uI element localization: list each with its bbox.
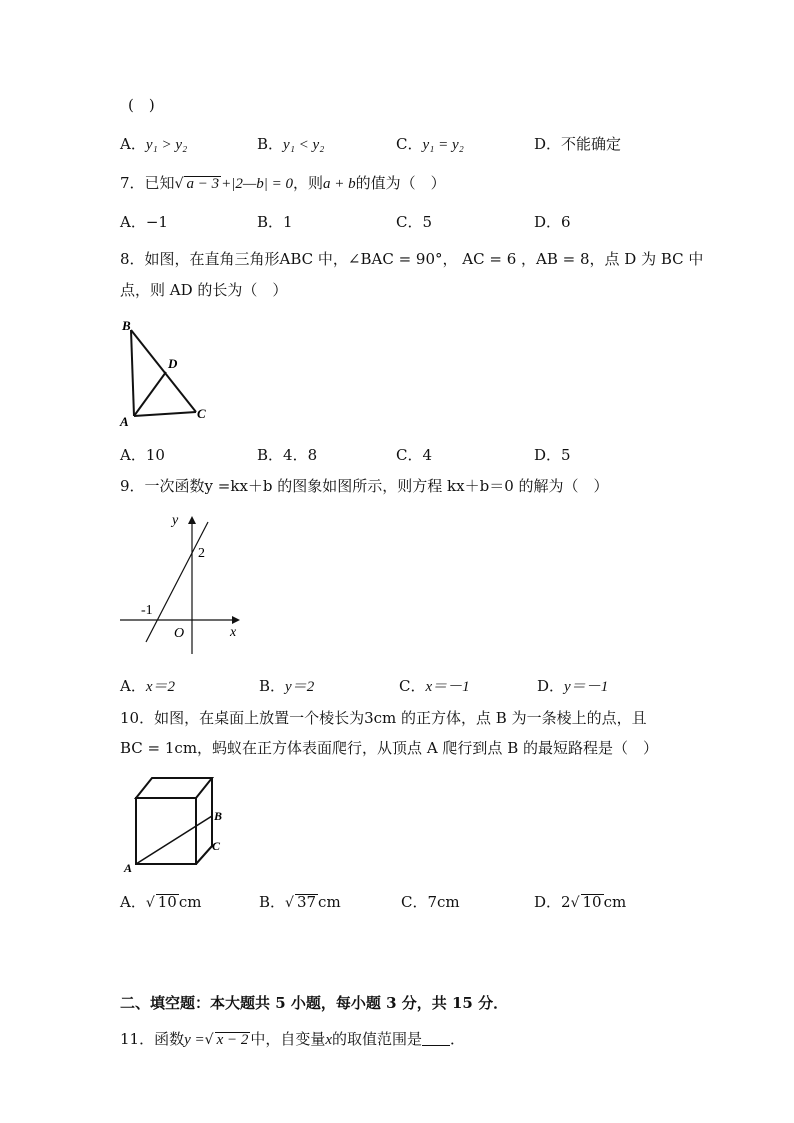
y-axis-label: y (172, 513, 179, 528)
x-axis-label: x (230, 625, 237, 640)
q6-option-c[interactable]: C．y₁ = y₂ (396, 135, 464, 153)
segment-ad (134, 372, 166, 416)
y-intercept-label: 2 (198, 546, 205, 561)
q6-option-d[interactable]: D．不能确定 (534, 135, 622, 153)
q10-stem-line1: 10．如图，在桌面上放置一个棱长为3cm 的正方体，点 B 为一条棱上的点，且 (120, 709, 647, 727)
q7-option-d[interactable]: D．6 (534, 213, 571, 231)
q9-option-d[interactable]: D．y＝－1 (537, 677, 609, 695)
function-line (146, 522, 208, 642)
q9-option-b[interactable]: B．y＝2 (259, 677, 315, 695)
section-heading: 二、填空题：本大题共 5 小题，每小题 3 分，共 15 分． (120, 994, 509, 1012)
answer-blank[interactable] (422, 1031, 450, 1046)
q9-option-c[interactable]: C．x＝－1 (399, 677, 470, 695)
q8-stem-line2: 点，则 AD 的长为（ ） (120, 281, 288, 299)
q9-option-a[interactable]: A．x＝2 (120, 677, 176, 695)
q9-stem: 9．一次函数y =kx＋b 的图象如图所示，则方程 kx＋b＝0 的解为（ ） (120, 477, 609, 495)
label-c: C (212, 839, 221, 853)
q8-stem-line1: 8．如图，在直角三角形ABC 中，∠BAC = 90°， AC = 6 ，AB = 8，点 D 为 BC 中 (120, 250, 704, 268)
q7-stem: 7．已知√ a − 3 +|2—b| = 0，则a + b的值为（ ） (120, 174, 446, 192)
q10-option-d[interactable]: D．2√ 10 cm (534, 893, 627, 911)
q6-option-b[interactable]: B．y₁ < y₂ (257, 135, 325, 153)
sqrt-sign: √ (285, 895, 294, 911)
edge-bc (131, 330, 196, 412)
path-a-b (136, 816, 212, 864)
sqrt-sign: √ (204, 1032, 214, 1048)
sqrt-sign: √ (570, 895, 580, 911)
origin-label: O (174, 626, 185, 641)
q7-option-a[interactable]: A．−1 (120, 213, 168, 231)
edge-ac (134, 412, 196, 416)
q7-radicand: a − 3 (186, 176, 220, 192)
q8-option-b[interactable]: B．4．8 (257, 446, 318, 464)
q11-stem: 11．函数y =√ x − 2 中，自变量x的取值范围是 ． (120, 1030, 466, 1048)
label-a: A (120, 414, 129, 428)
x-axis-arrow-icon (232, 616, 240, 624)
q9-linear-graph (116, 508, 246, 658)
q8-option-c[interactable]: C．4 (396, 446, 433, 464)
q8-option-d[interactable]: D．5 (534, 446, 571, 464)
sqrt-sign: √ (145, 895, 155, 911)
q10-option-a[interactable]: A．√ 10 cm (120, 893, 202, 911)
x-intercept-label: -1 (141, 603, 153, 618)
cube-top-face (136, 778, 212, 798)
label-c: C (197, 406, 206, 421)
edge-c (196, 846, 212, 864)
y-axis-arrow-icon (188, 516, 196, 524)
label-b: B (122, 318, 131, 333)
q7-option-c[interactable]: C．5 (396, 213, 433, 231)
q7-option-b[interactable]: B．1 (257, 213, 293, 231)
q8-triangle-figure (116, 316, 216, 428)
q10-option-b[interactable]: B．√ 37 cm (259, 893, 341, 911)
sqrt-sign: √ (174, 176, 184, 192)
q10-cube-figure (116, 772, 226, 876)
q10-stem-line2: BC = 1cm，蚂蚁在正方体表面爬行，从顶点 A 爬行到点 B 的最短路程是（ ） (120, 739, 658, 757)
label-a: A (124, 861, 133, 875)
q6-paren: ( ) (128, 96, 155, 114)
edge-ab (131, 330, 134, 416)
q8-option-a[interactable]: A．10 (120, 446, 165, 464)
label-b: B (214, 809, 223, 823)
q10-option-c[interactable]: C．7cm (401, 893, 460, 911)
q6-option-a[interactable]: A．y₁ > y₂ (120, 135, 188, 153)
label-d: D (168, 356, 178, 371)
